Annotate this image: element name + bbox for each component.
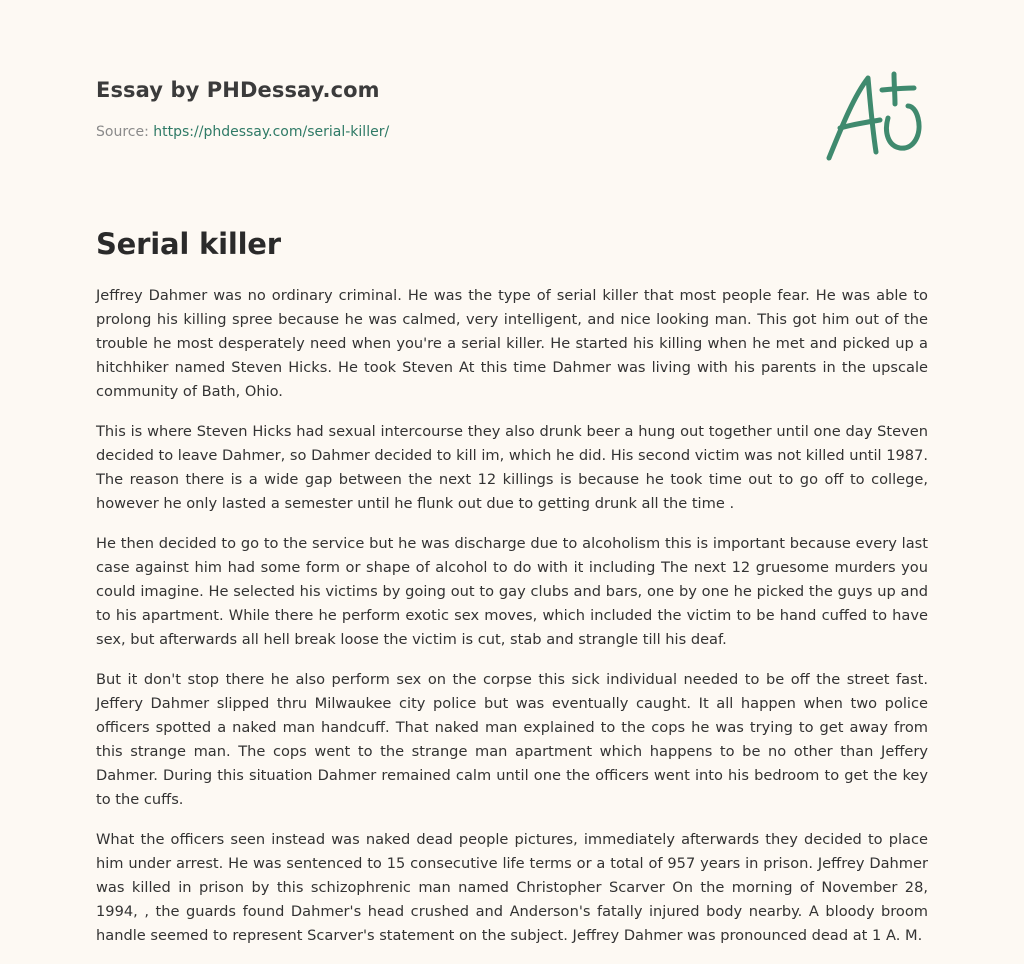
essay-paragraph: He then decided to go to the service but he was discharge due to alcoholism this is important because every last case against him had some form or shape of alcohol to do with it including The next 12 gruesome murders you could imagine. He selected his victims by going out to gay clubs and bars, one by one he picked the guys up and to his apartment. While there he perform exotic sex moves, which included the victim to be hand cuffed to have sex, but afterwards all hell break loose the victim is cut, stab and strangle till his deaf. (96, 535, 928, 648)
a-plus-logo-icon (818, 66, 930, 166)
site-brand: Essay by PHDessay.com (96, 78, 380, 102)
source-link[interactable]: https://phdessay.com/serial-killer/ (153, 124, 390, 140)
essay-paragraph: But it don't stop there he also perform sex on the corpse this sick individual needed to be off the street fast. Jeffery Dahmer slipped thru Milwaukee city police but was eventually caught. It all happen when two police officers spotted a naked man handcuff. That naked man explained to the cops he was trying to get away from this strange man. The cops went to the strange man apartment which happens to be no other than Jeffery Dahmer. During this situation Dahmer remained calm until one the officers went into his bedroom to get the key to the cuffs. (96, 671, 928, 808)
essay-paragraph: Jeffrey Dahmer was no ordinary criminal. He was the type of serial killer that most people fear. He was able to prolong his killing spree because he was calmed, very intelligent, and nice looking man. This got him out of the trouble he most desperately need when you're a serial killer. He started his killing when he met and picked up a hitchhiker named Steven Hicks. He took Steven At this time Dahmer was living with his parents in the upscale community of Bath, Ohio. (96, 287, 928, 400)
essay-title: Serial killer (96, 227, 281, 261)
essay-paragraph: This is where Steven Hicks had sexual intercourse they also drunk beer a hung out together until one day Steven decided to leave Dahmer, so Dahmer decided to kill im, which he did. His second victim was not killed until 1987. The reason there is a wide gap between the next 12 killings is because he took time out to go off to college, however he only lasted a semester until he flunk out due to getting drunk all the time . (96, 423, 928, 512)
essay-body (96, 284, 928, 964)
source-line (96, 122, 928, 142)
essay-paragraph: What the officers seen instead was naked dead people pictures, immediately afterwards they decided to place him under arrest. He was sentenced to 15 consecutive life terms or a total of 957 years in prison. Jeffrey Dahmer was killed in prison by this schizophrenic man named Christopher Scarver On the morning of November 28, 1994, , the guards found Dahmer's head crushed and Anderson's fatally injured body nearby. A bloody broom handle seemed to represent Scarver's statement on the subject. Jeffrey Dahmer was pronounced dead at 1 A. M. (96, 831, 928, 944)
source-label: Source: (96, 124, 149, 140)
page-header (96, 76, 928, 142)
